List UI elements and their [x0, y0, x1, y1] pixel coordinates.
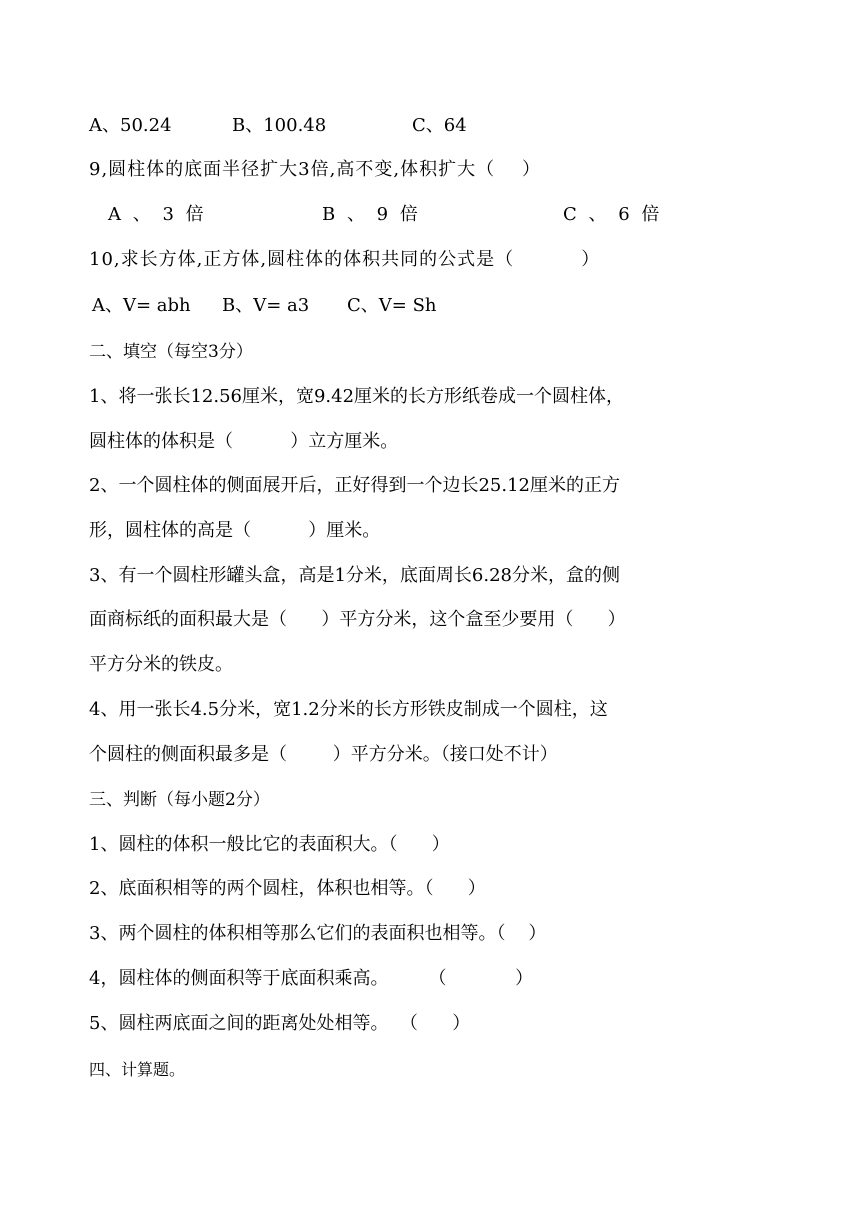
section2-line: 1、将一张长12.56厘米，宽9.42厘米的长方形纸卷成一个圆柱体， [89, 386, 625, 407]
section2-line: 圆柱体的体积是（ ）立方厘米。 [89, 431, 399, 452]
section3-line: 1、圆柱的体积一般比它的表面积大。（ ） [89, 834, 450, 855]
q10-option-b: B、V= a3 [222, 295, 310, 316]
q9-option-a: A 、 3 倍 [108, 204, 207, 225]
q9-option-c: C 、 6 倍 [563, 204, 663, 225]
section2-line: 3、有一个圆柱形罐头盒，高是1分米，底面周长6.28分米，盒的侧 [89, 565, 620, 586]
section2-line: 4、用一张长4.5分米，宽1.2分米的长方形铁皮制成一个圆柱，这 [89, 699, 608, 720]
section3-line: 2、底面积相等的两个圆柱，体积也相等。（ ） [89, 878, 486, 899]
section4-heading: 四、计算题。 [89, 1060, 186, 1079]
section3-line: 4，圆柱体的侧面积等于底面积乘高。 （ ） [89, 968, 534, 989]
q10-option-a: A、V= abh [92, 295, 191, 316]
section3-line: 5、圆柱两底面之间的距离处处相等。 （ ） [89, 1013, 471, 1034]
section2-heading: 二、填空（每空3分） [89, 342, 253, 362]
q8-option-b: B、100.48 [232, 115, 327, 136]
section2-line: 个圆柱的侧面积最多是（ ）平方分米。（接口处不计） [89, 744, 558, 765]
q8-option-c: C、64 [412, 115, 467, 136]
section2-line: 平方分米的铁皮。 [89, 654, 233, 675]
q8-option-a: A、50.24 [89, 115, 172, 136]
section2-line: 形，圆柱体的高是（ ）厘米。 [89, 520, 381, 541]
q10-option-c: C、V= Sh [347, 295, 437, 316]
q9-option-b: B 、 9 倍 [322, 204, 421, 225]
q9-stem: 9,圆柱体的底面半径扩大3倍,高不变,体积扩大（ ） [89, 159, 541, 180]
section2-line: 2、一个圆柱体的侧面展开后，正好得到一个边长25.12厘米的正方 [89, 475, 620, 496]
q10-stem: 10,求长方体,正方体,圆柱体的体积共同的公式是（ ） [89, 249, 601, 270]
section3-line: 3、两个圆柱的体积相等那么它们的表面积也相等。（ ） [89, 923, 547, 944]
section3-heading: 三、判断（每小题2分） [89, 790, 270, 810]
section2-line: 面商标纸的面积最大是（ ）平方分米，这个盒至少要用（ ） [89, 609, 626, 630]
